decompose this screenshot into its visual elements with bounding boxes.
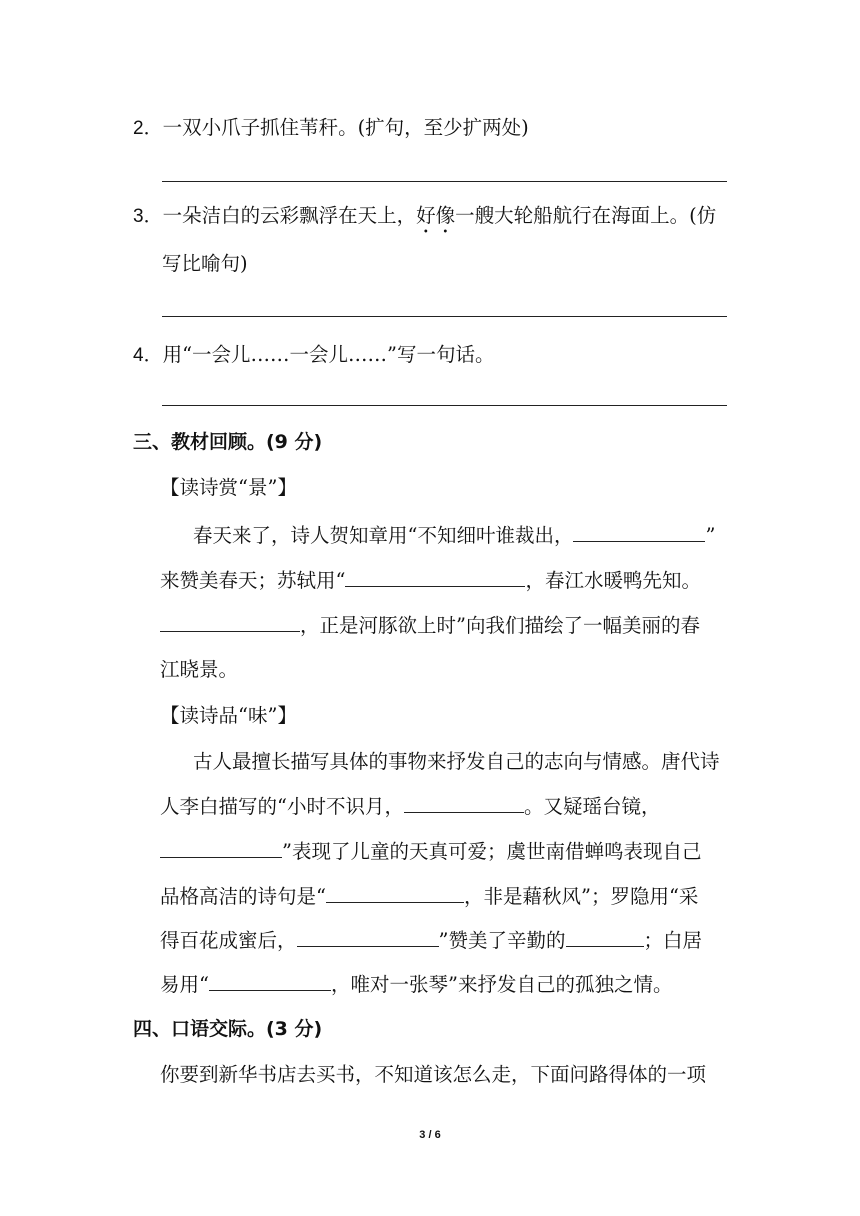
answer-line[interactable] xyxy=(162,405,727,406)
question-text: 一双小爪子抓住苇秆。(扩句，至少扩两处) xyxy=(162,116,529,139)
subsection-heading: 【读诗赏“景”】 xyxy=(160,476,297,499)
text-segment: ；白居 xyxy=(643,929,703,952)
question-text: 一朵洁白的云彩飘浮在天上， xyxy=(162,204,417,227)
text-segment: 易用“ xyxy=(160,973,209,996)
fill-blank[interactable] xyxy=(345,566,525,587)
paragraph-line xyxy=(160,566,701,595)
text-segment: ，正是河豚欲上时”向我们描绘了一幅美丽的春 xyxy=(300,614,700,637)
text-segment: 春天来了，诗人贺知章用“不知细叶谁裁出， xyxy=(193,524,574,547)
question-4 xyxy=(133,341,495,370)
question-number: 3． xyxy=(133,206,163,227)
question-number: 2． xyxy=(133,118,163,139)
paragraph-line: 江晓景。 xyxy=(160,658,239,681)
question-3 xyxy=(133,202,716,238)
answer-line[interactable] xyxy=(162,316,727,317)
text-segment: ”表现了儿童的天真可爱；虞世南借蝉鸣表现自己 xyxy=(282,840,702,863)
text-segment: ，非是藉秋风”；罗隐用“采 xyxy=(463,885,699,908)
emphasized-word: 好像 xyxy=(416,204,456,227)
text-segment: ” xyxy=(705,524,716,547)
fill-blank[interactable] xyxy=(160,837,282,858)
text-segment: ”赞美了辛勤的 xyxy=(438,929,566,952)
text-segment: 得百花成蜜后， xyxy=(160,929,297,952)
page-number: 3 / 6 xyxy=(419,1129,441,1141)
fill-blank[interactable] xyxy=(404,792,524,813)
paragraph-line xyxy=(160,970,672,999)
paragraph-line: 你要到新华书店去买书，不知道该怎么走，下面问路得体的一项 xyxy=(160,1063,707,1086)
paragraph-line xyxy=(160,611,700,640)
text-segment: ，唯对一张琴”来抒发自己的孤独之情。 xyxy=(330,973,673,996)
question-3-line-2: 写比喻句) xyxy=(162,252,248,275)
fill-blank[interactable] xyxy=(566,926,644,947)
question-2 xyxy=(133,114,529,143)
fill-blank[interactable] xyxy=(160,611,300,632)
text-segment: 品格高洁的诗句是“ xyxy=(160,885,326,908)
answer-line[interactable] xyxy=(162,181,727,182)
subsection-heading: 【读诗品“味”】 xyxy=(160,704,297,727)
text-segment: 来赞美春天；苏轼用“ xyxy=(160,569,346,592)
fill-blank[interactable] xyxy=(297,926,439,947)
question-text-cont: 一艘大轮船航行在海面上。(仿 xyxy=(455,204,717,227)
paragraph-line xyxy=(193,521,715,550)
fill-blank[interactable] xyxy=(573,521,705,542)
question-text: 用“一会儿……一会儿……”写一句话。 xyxy=(162,343,495,366)
fill-blank[interactable] xyxy=(326,882,464,903)
text-segment: ，春江水暖鸭先知。 xyxy=(525,569,701,592)
paragraph-line: 古人最擅长描写具体的事物来抒发自己的志向与情感。唐代诗 xyxy=(193,750,720,773)
paragraph-line xyxy=(160,792,661,821)
section-4-heading: 四、口语交际。(3 分) xyxy=(133,1018,323,1040)
paragraph-line xyxy=(160,882,698,911)
question-number: 4． xyxy=(133,345,163,366)
paragraph-line xyxy=(160,837,701,866)
text-segment: 人李白描写的“小时不识月， xyxy=(160,795,404,818)
fill-blank[interactable] xyxy=(209,970,331,991)
section-3-heading: 三、教材回顾。(9 分) xyxy=(133,431,323,453)
paragraph-line xyxy=(160,926,702,955)
text-segment: 。又疑瑶台镜， xyxy=(523,795,661,818)
